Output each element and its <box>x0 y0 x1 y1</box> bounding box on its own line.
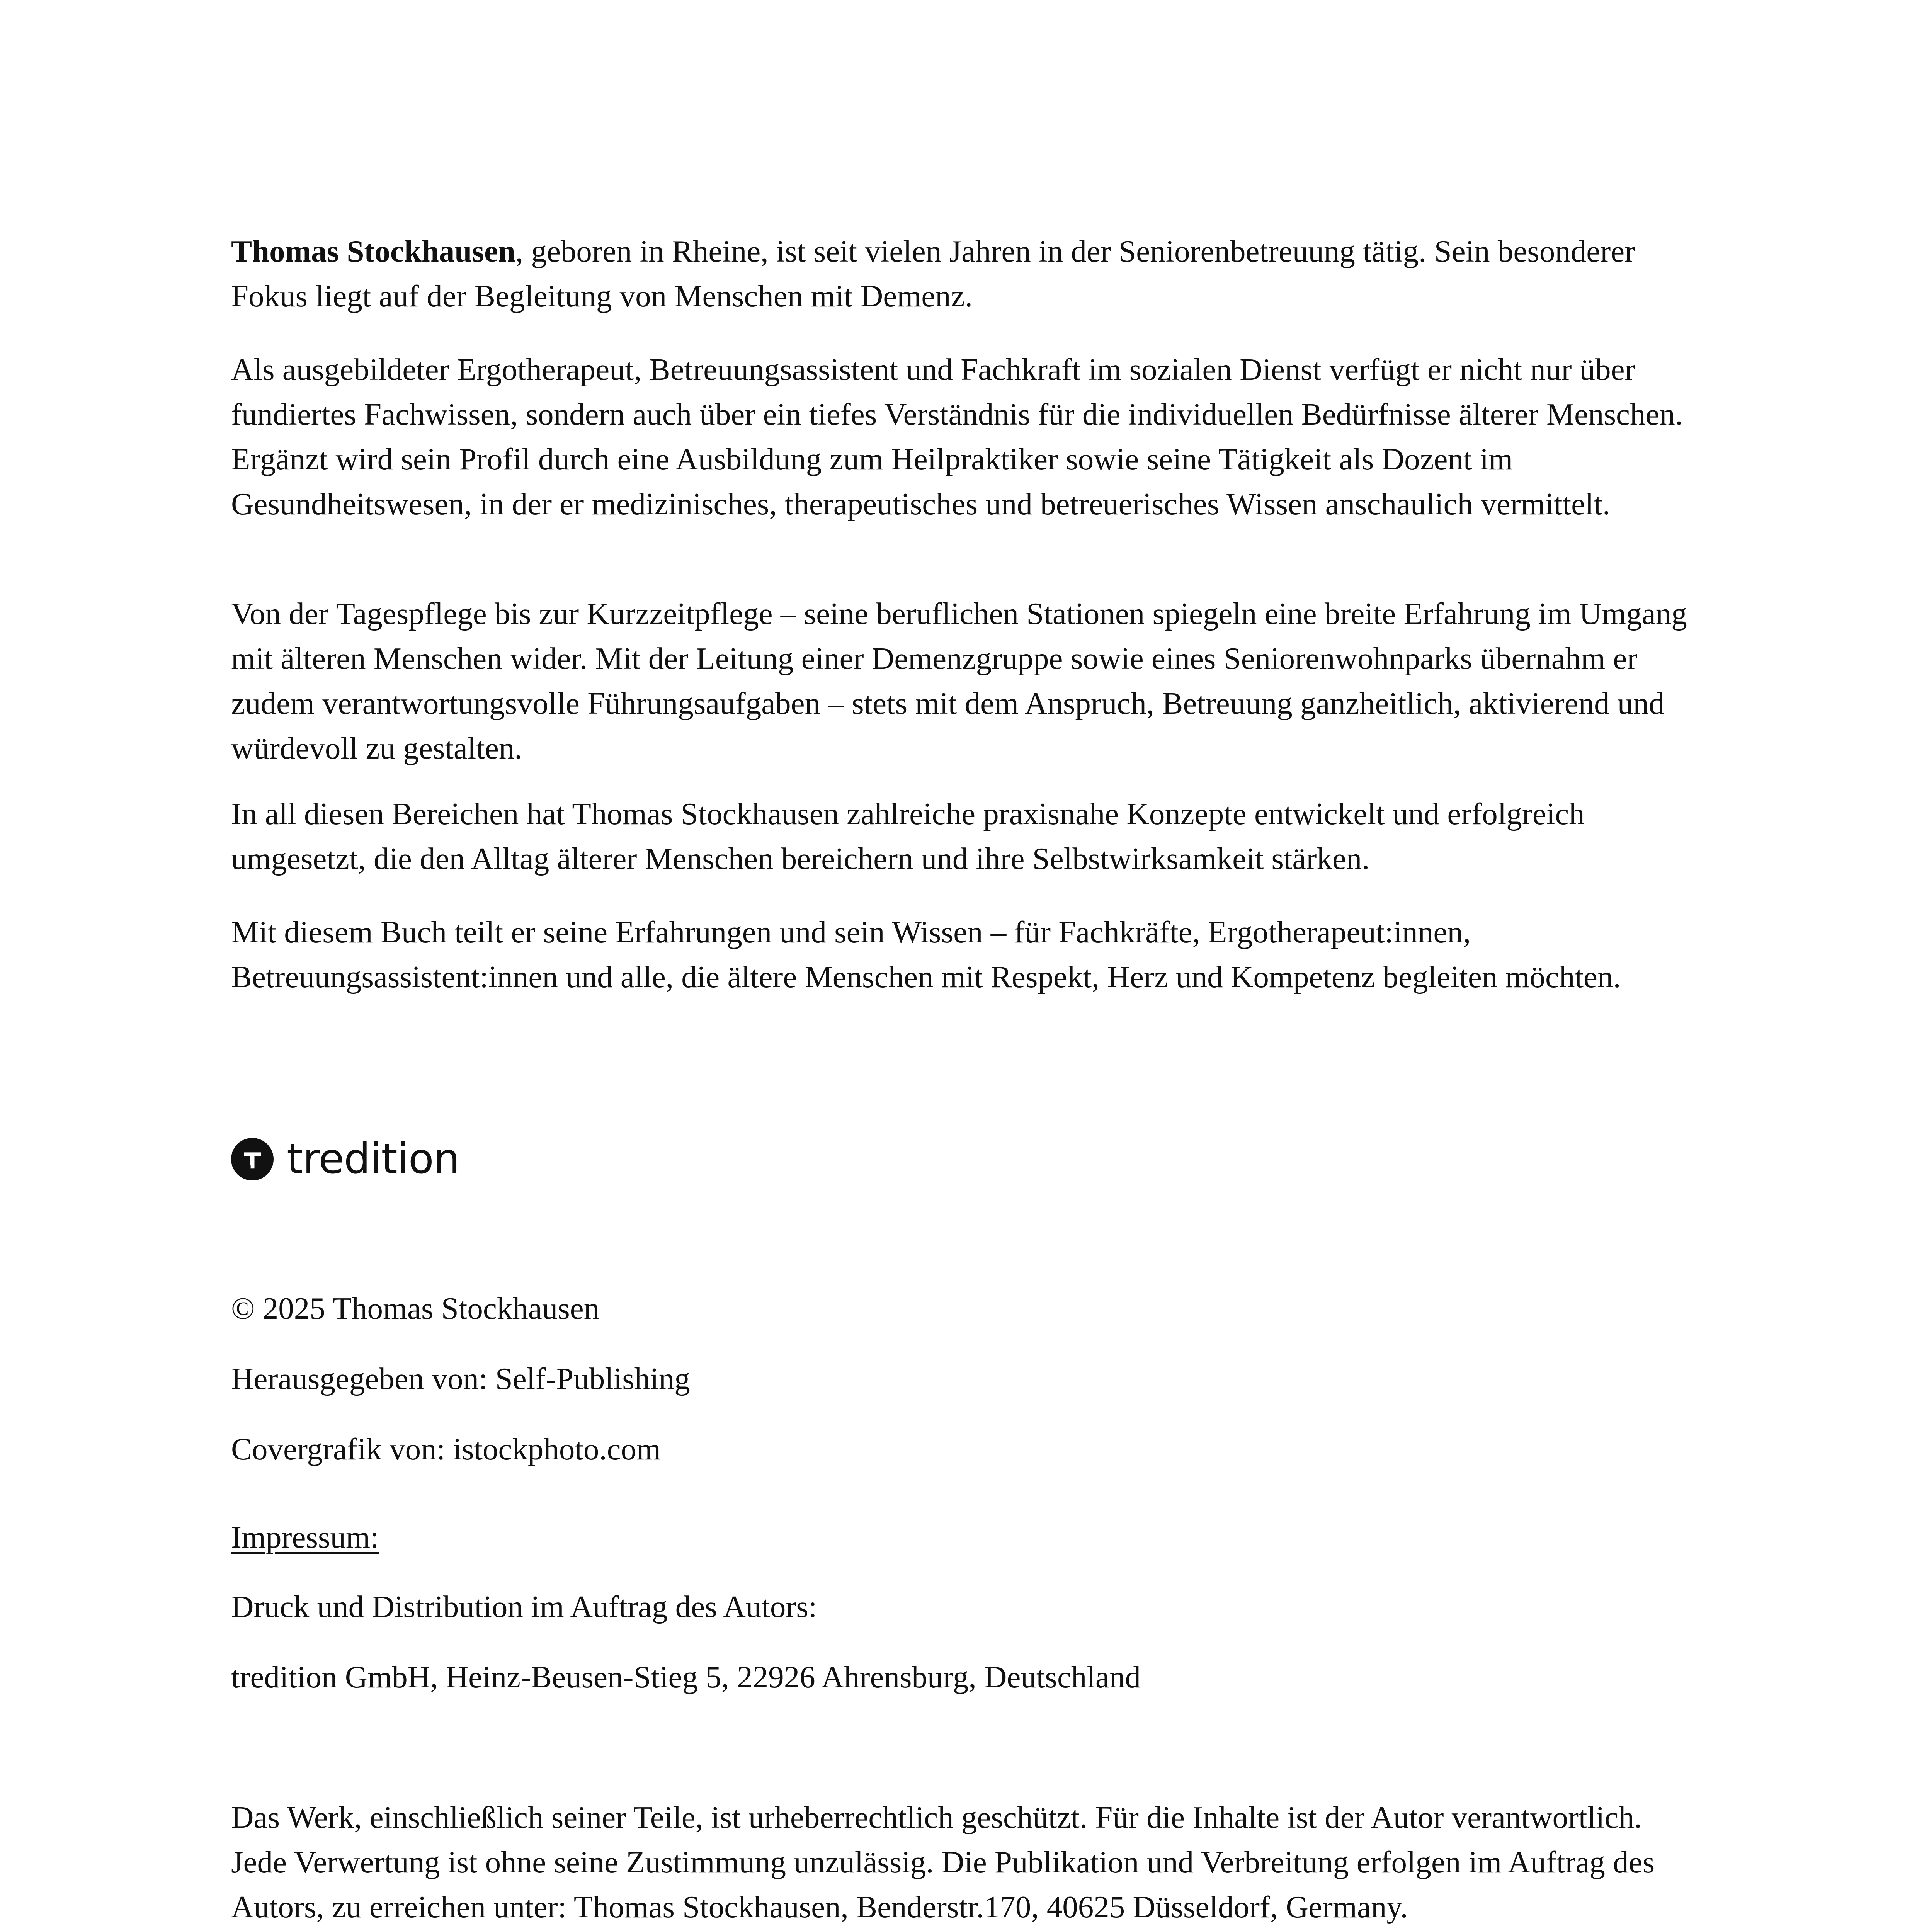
print-distribution-text: Druck und Distribution im Auftrag des Autors: <box>231 1589 817 1624</box>
impressum-heading-text: Impressum: <box>231 1520 379 1554</box>
print-distribution-line <box>231 1584 1699 1629</box>
author-name: Thomas Stockhausen <box>231 234 515 269</box>
publisher-address-line <box>231 1655 1699 1699</box>
bio-paragraph-1 <box>231 229 1699 318</box>
bio-paragraph-5 <box>231 910 1699 999</box>
tredition-logo-icon <box>231 1138 274 1180</box>
bio-paragraph-5-text: Mit diesem Buch teilt er seine Erfahrungen und sein Wissen – für Fachkräfte, Ergotherapeut:innen, Betreuungsassistent:innen und alle, die ältere Menschen mit Respekt, Herz und Kompetenz begleiten möchten. <box>231 915 1621 994</box>
publisher-text: Herausgegeben von: Self-Publishing <box>231 1361 690 1396</box>
bio-paragraph-2 <box>231 347 1699 526</box>
publisher-address-text: tredition GmbH, Heinz-Beusen-Stieg 5, 22926 Ahrensburg, Deutschland <box>231 1660 1141 1694</box>
bio-paragraph-1-text: , geboren in Rheine, ist seit vielen Jahren in der Seniorenbetreuung tätig. Sein besonderer Fokus liegt auf der Begleitung von Menschen mit Demenz. <box>231 234 1635 313</box>
publisher-line <box>231 1356 1699 1401</box>
bio-paragraph-3 <box>231 591 1699 770</box>
bio-paragraph-4 <box>231 791 1699 881</box>
bio-paragraph-2-text: Als ausgebildeter Ergotherapeut, Betreuungsassistent und Fachkraft im sozialen Dienst verfügt er nicht nur über fundiertes Fachwissen, sondern auch über ein tiefes Verständnis für die individuellen Bedürfnisse älterer Menschen. Ergänzt wird sein Profil durch eine Ausbildung zum Heilpraktiker sowie seine Tätigkeit als Dozent im Gesundheitswesen, in der er medizinisches, therapeutisches und betreuerisches Wissen anschaulich vermittelt. <box>231 352 1683 521</box>
copyright-text: © 2025 Thomas Stockhausen <box>231 1291 600 1326</box>
bio-paragraph-3-text: Von der Tagespflege bis zur Kurzzeitpflege – seine beruflichen Stationen spiegeln eine breite Erfahrung im Umgang mit älteren Menschen wider. Mit der Leitung einer Demenzgruppe sowie eines Seniorenwohnparks übernahm er zudem verantwortungsvolle Führungsaufgaben – stets mit dem Anspruch, Betreuung ganzheitlich, aktivierend und würdevoll zu gestalten. <box>231 596 1687 765</box>
publisher-logo <box>231 1136 459 1182</box>
rights-notice-text: Das Werk, einschließlich seiner Teile, ist urheberrechtlich geschützt. Für die Inhalte ist der Autor verantwortlich. Jede Verwertung ist ohne seine Zustimmung unzulässig. Die Publikation und Verbreitung erfolgen im Auftrag des Autors, zu erreichen unter: Thomas Stockhausen, Benderstr.170, 40625 Düsseldorf, Germany. <box>231 1800 1655 1924</box>
rights-notice <box>231 1795 1699 1929</box>
bio-paragraph-4-text: In all diesen Bereichen hat Thomas Stockhausen zahlreiche praxisnahe Konzepte entwickelt und erfolgreich umgesetzt, die den Alltag älterer Menschen bereichern und ihre Selbstwirksamkeit stärken. <box>231 796 1585 876</box>
logo-wordmark: tredition <box>287 1135 460 1183</box>
cover-credit-line <box>231 1427 1699 1471</box>
impressum-heading <box>231 1515 1699 1560</box>
cover-credit-text: Covergrafik von: istockphoto.com <box>231 1432 661 1466</box>
copyright-line <box>231 1286 1699 1331</box>
